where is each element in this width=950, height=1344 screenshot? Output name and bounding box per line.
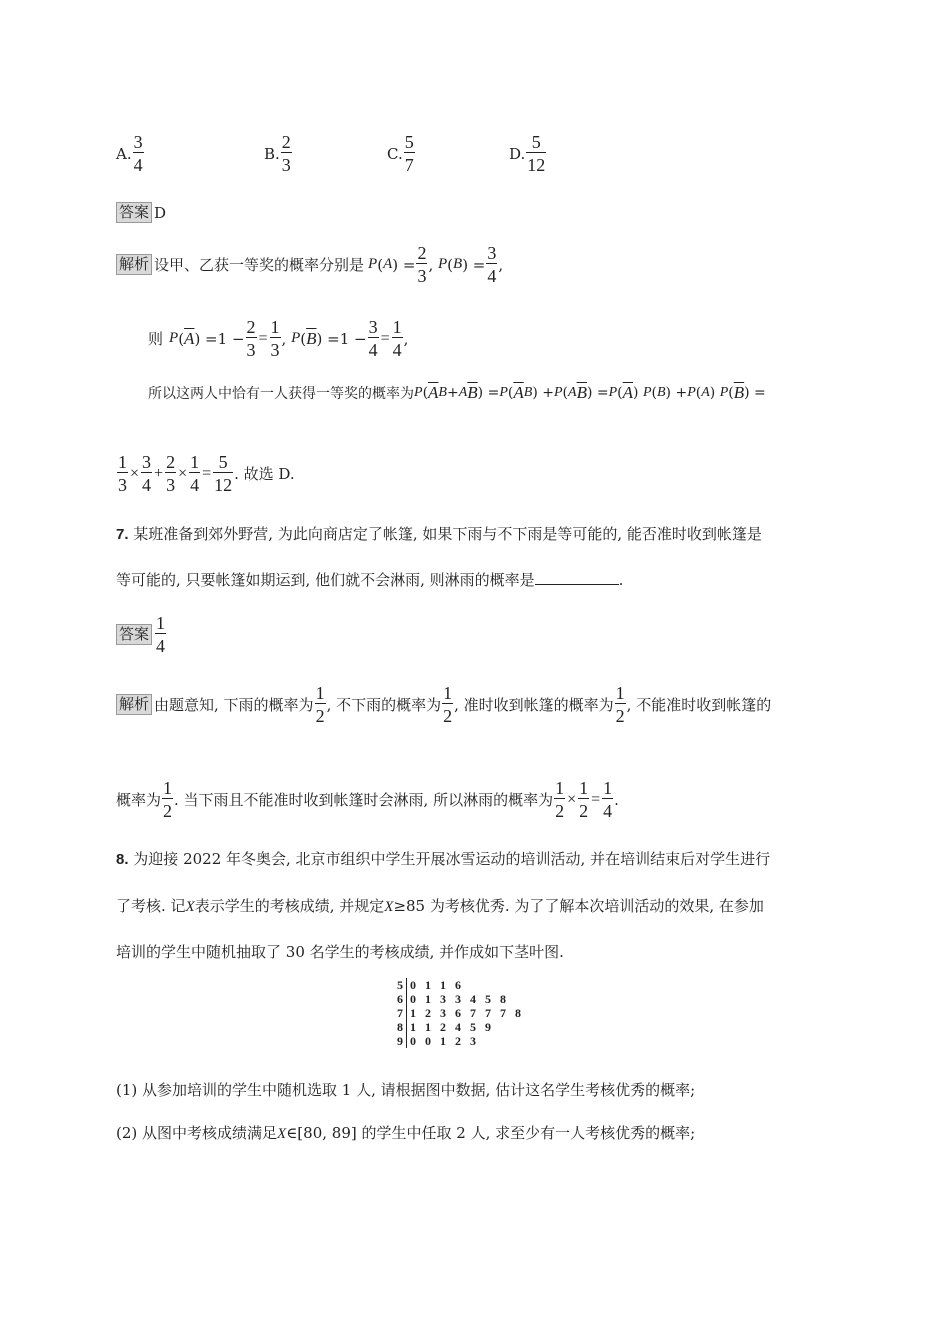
q6-analysis-line4: $\frac{1}{3}$ × $\frac{3}{4}$ + $\frac{2}{3}$ × $\frac{1}{4}$ = $\frac{5}{12}$ . 故选 D. (118, 452, 295, 495)
question-number: 8. (116, 851, 129, 868)
stem-row: 7 1 2 3 6 7 7 7 8 (397, 1006, 521, 1020)
q6-analysis-line2: 则 P ( $\overline{A}$ ) =1 − $\frac{2}{3}$ = $\frac{1}{3}$ , P ( $\overline{B}$ ) =1 − $\frac{3}{4}$ = $\frac{1}{4}$ , (148, 317, 409, 360)
analysis-prefix: 则 (148, 330, 164, 348)
option-a (116, 133, 145, 174)
option-fraction: $\frac{3}{4}$ (133, 132, 143, 175)
option-c (387, 133, 416, 174)
option-label: B. (264, 144, 280, 163)
stem-row: 5 0 1 1 6 (397, 978, 461, 992)
option-b (264, 133, 293, 174)
q8-sub1: (1) 从参加培训的学生中随机选取 1 人, 请根据图中数据, 估计这名学生考核优秀的概率; (116, 1081, 696, 1099)
question-number: 7. (116, 526, 129, 543)
answer-value: D (154, 203, 167, 222)
q6-analysis-line1: 解析 设甲、乙获一等奖的概率分别是 P ( A ) = $\frac{2}{3}$ , P ( B ) = $\frac{3}{4}$ , (116, 244, 503, 285)
analysis-tag: 解析 (116, 254, 152, 275)
option-label: A. (116, 144, 132, 163)
stem-row: 8 1 1 2 4 5 9 (397, 1020, 491, 1034)
option-fraction: $\frac{2}{3}$ (281, 132, 291, 175)
analysis-text: 所以这两人中恰有一人获得一等奖的概率为 (148, 386, 414, 402)
q8-text-line3: 培训的学生中随机抽取了 30 名学生的考核成绩, 并作成如下茎叶图. (116, 943, 564, 961)
q7-analysis-line1: 解析 由题意知, 下雨的概率为 $\frac{1}{2}$ , 不下雨的概率为 $\frac{1}{2}$ , 准时收到帐篷的概率为 $\frac{1}{2}$ , 不能准时收到帐篷的 (116, 684, 771, 725)
q6-answer (116, 202, 166, 223)
option-label: D. (509, 144, 526, 163)
q7-analysis-line2: 概率为 $\frac{1}{2}$ . 当下雨且不能准时收到帐篷时会淋雨, 所以淋雨的概率为 $\frac{1}{2}$ × $\frac{1}{2}$ = $\frac{1}{4}$ . (116, 778, 619, 821)
q7-text-line1: 7. 某班准备到郊外野营, 为此向商店定了帐篷, 如果下雨与不下雨是等可能的, 能否准时收到帐篷是 (116, 525, 762, 543)
analysis-text: 设甲、乙获一等奖的概率分别是 (154, 256, 365, 274)
q6-analysis-line3: 所以这两人中恰有一人获得一等奖的概率为 P ( $\overline{A}$ B + A $\overline{B}$ ) = P ( $\overline{A}$ B ) + P ( A $\overline{B}$ ) = P ( $\overline{A}$ ) P ( B ) + P ( A ) P ( $\overline{B}$ ) = (148, 383, 766, 402)
analysis-suffix: . 故选 D. (234, 465, 295, 483)
option-fraction: $\frac{5}{7}$ (404, 132, 414, 175)
stem-leaf-plot (397, 978, 521, 1048)
option-d (509, 133, 547, 174)
answer-tag: 答案 (116, 202, 152, 223)
q8-sub2: (2) 从图中考核成绩满足X∈[80, 89] 的学生中任取 2 人, 求至少有一人考核优秀的概率; (116, 1124, 696, 1142)
answer-tag: 答案 (116, 624, 152, 645)
q8-text-line1: 8. 为迎接 2022 年冬奥会, 北京市组织中学生开展冰雪运动的培训活动, 并在培训结束后对学生进行 (116, 850, 771, 868)
q7-text-line2: 等可能的, 只要帐篷如期运到, 他们就不会淋雨, 则淋雨的概率是 . (116, 571, 624, 589)
stem-row: 6 0 1 3 3 4 5 8 (397, 992, 506, 1006)
option-label: C. (387, 144, 403, 163)
analysis-tag: 解析 (116, 694, 152, 715)
q7-answer (116, 614, 167, 655)
q8-text-line2: 了考核. 记X表示学生的考核成绩, 并规定X≥85 为考核优秀. 为了了解本次培训活动的效果, 在参加 (116, 897, 764, 915)
answer-blank (535, 570, 619, 585)
option-fraction: $\frac{5}{12}$ (527, 132, 546, 175)
stem-row: 9 0 0 1 2 3 (397, 1034, 476, 1048)
answer-fraction: $\frac{1}{4}$ (156, 613, 166, 656)
